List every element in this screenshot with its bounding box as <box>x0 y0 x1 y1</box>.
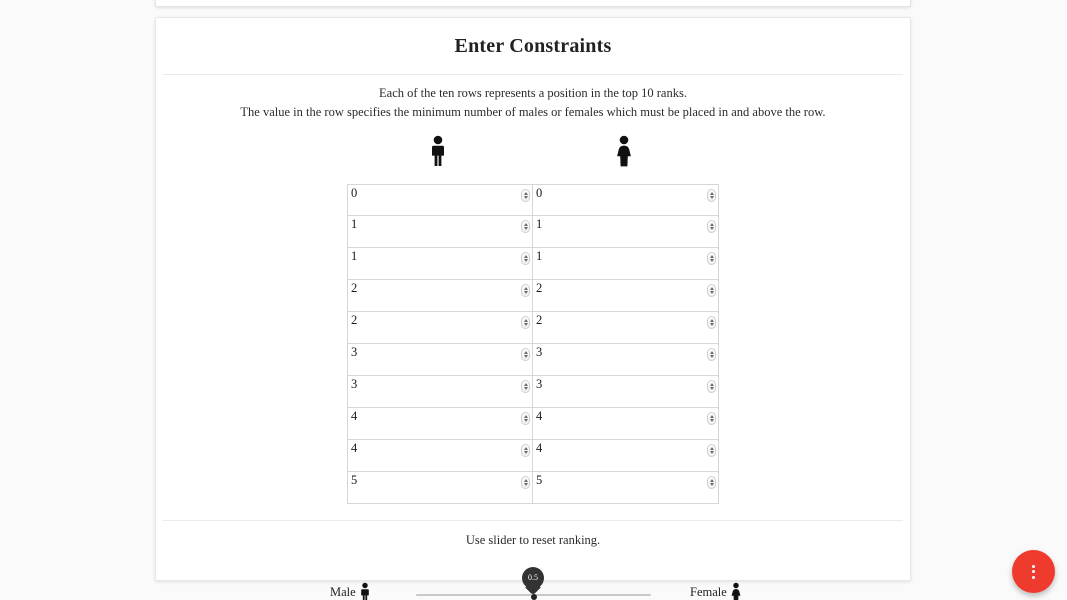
description-line-1: Each of the ten rows represents a position in the top 10 ranks. <box>379 86 687 100</box>
constraint-cell-male[interactable] <box>347 312 533 344</box>
constraint-cell-female[interactable] <box>533 280 719 312</box>
table-row <box>347 344 719 376</box>
constraint-cell-female[interactable] <box>533 472 719 504</box>
constraint-cell-female[interactable] <box>533 216 719 248</box>
constraint-cell-male[interactable] <box>347 344 533 376</box>
more-vertical-icon-dot <box>1032 570 1035 573</box>
constraint-value: 5 <box>536 472 543 487</box>
column-header-male <box>418 135 458 167</box>
next-section-peek <box>531 594 539 600</box>
more-options-fab[interactable] <box>1012 550 1055 593</box>
description <box>156 75 910 123</box>
constraint-value: 3 <box>351 344 358 359</box>
female-pictogram-icon <box>729 582 743 600</box>
number-spinner[interactable] <box>707 252 716 265</box>
table-row <box>347 408 719 440</box>
constraint-cell-male[interactable] <box>347 184 533 216</box>
number-spinner[interactable] <box>521 316 530 329</box>
page-title: Enter Constraints <box>454 35 612 57</box>
constraint-value: 5 <box>351 472 358 487</box>
constraint-value: 2 <box>351 280 358 295</box>
table-row <box>347 312 719 344</box>
constraint-cell-female[interactable] <box>533 312 719 344</box>
number-spinner[interactable] <box>521 444 530 457</box>
constraint-value: 3 <box>536 376 543 391</box>
number-spinner[interactable] <box>707 412 716 425</box>
constraint-value: 1 <box>351 248 358 263</box>
table-row <box>347 440 719 472</box>
slider-min-text: Male <box>330 584 356 599</box>
constraint-cell-male[interactable] <box>347 472 533 504</box>
constraint-cell-male[interactable] <box>347 408 533 440</box>
constraint-value: 2 <box>351 312 358 327</box>
constraint-cell-female[interactable] <box>533 408 719 440</box>
constraint-cell-male[interactable] <box>347 280 533 312</box>
female-pictogram-icon <box>613 135 635 167</box>
constraint-value: 4 <box>351 408 358 423</box>
number-spinner[interactable] <box>707 380 716 393</box>
number-spinner[interactable] <box>521 348 530 361</box>
constraint-value: 3 <box>351 376 358 391</box>
constraint-value: 3 <box>536 344 543 359</box>
constraint-cell-male[interactable] <box>347 248 533 280</box>
table-row <box>347 248 719 280</box>
slider-thumb[interactable] <box>522 567 544 597</box>
table-row <box>347 216 719 248</box>
constraint-cell-female[interactable] <box>533 376 719 408</box>
slider-min-label <box>330 582 372 600</box>
number-spinner[interactable] <box>521 189 530 202</box>
number-spinner[interactable] <box>521 380 530 393</box>
constraint-value: 4 <box>351 440 358 455</box>
number-spinner[interactable] <box>707 189 716 202</box>
constraint-value: 1 <box>536 248 543 263</box>
number-spinner[interactable] <box>707 348 716 361</box>
number-spinner[interactable] <box>707 444 716 457</box>
number-spinner[interactable] <box>707 476 716 489</box>
previous-card <box>155 0 911 7</box>
number-spinner[interactable] <box>521 476 530 489</box>
constraint-cell-female[interactable] <box>533 440 719 472</box>
constraint-value: 2 <box>536 280 543 295</box>
table-row <box>347 376 719 408</box>
constraint-value: 4 <box>536 440 543 455</box>
number-spinner[interactable] <box>521 220 530 233</box>
number-spinner[interactable] <box>521 252 530 265</box>
constraint-cell-male[interactable] <box>347 440 533 472</box>
slider-max-label <box>690 582 743 600</box>
table-row <box>347 184 719 216</box>
column-header-female <box>604 135 644 167</box>
number-spinner[interactable] <box>707 284 716 297</box>
constraint-value: 0 <box>536 185 543 200</box>
column-headers <box>156 135 910 179</box>
slider-value: 0.5 <box>528 572 538 582</box>
constraint-cell-female[interactable] <box>533 344 719 376</box>
male-pictogram-icon <box>358 582 372 600</box>
constraint-cell-female[interactable] <box>533 184 719 216</box>
table-row <box>347 280 719 312</box>
constraint-value: 0 <box>351 185 358 200</box>
number-spinner[interactable] <box>707 220 716 233</box>
number-spinner[interactable] <box>707 316 716 329</box>
number-spinner[interactable] <box>521 284 530 297</box>
constraint-value: 2 <box>536 312 543 327</box>
slider-max-text: Female <box>690 584 727 599</box>
more-vertical-icon-dot <box>1032 576 1035 579</box>
constraint-cell-male[interactable] <box>347 376 533 408</box>
constraints-table <box>347 184 719 504</box>
slider-instruction: Use slider to reset ranking. <box>465 532 601 547</box>
constraint-cell-male[interactable] <box>347 216 533 248</box>
constraint-value: 4 <box>536 408 543 423</box>
male-pictogram-icon <box>427 135 449 167</box>
description-line-2: The value in the row specifies the minimum number of males or females which must be placed in and above the row. <box>240 105 826 120</box>
constraint-cell-female[interactable] <box>533 248 719 280</box>
number-spinner[interactable] <box>521 412 530 425</box>
more-vertical-icon-dot <box>1032 565 1035 568</box>
enter-constraints-card <box>155 17 911 599</box>
constraint-value: 1 <box>351 216 358 231</box>
table-row <box>347 472 719 504</box>
constraint-value: 1 <box>536 216 543 231</box>
next-section-icon <box>531 594 537 600</box>
